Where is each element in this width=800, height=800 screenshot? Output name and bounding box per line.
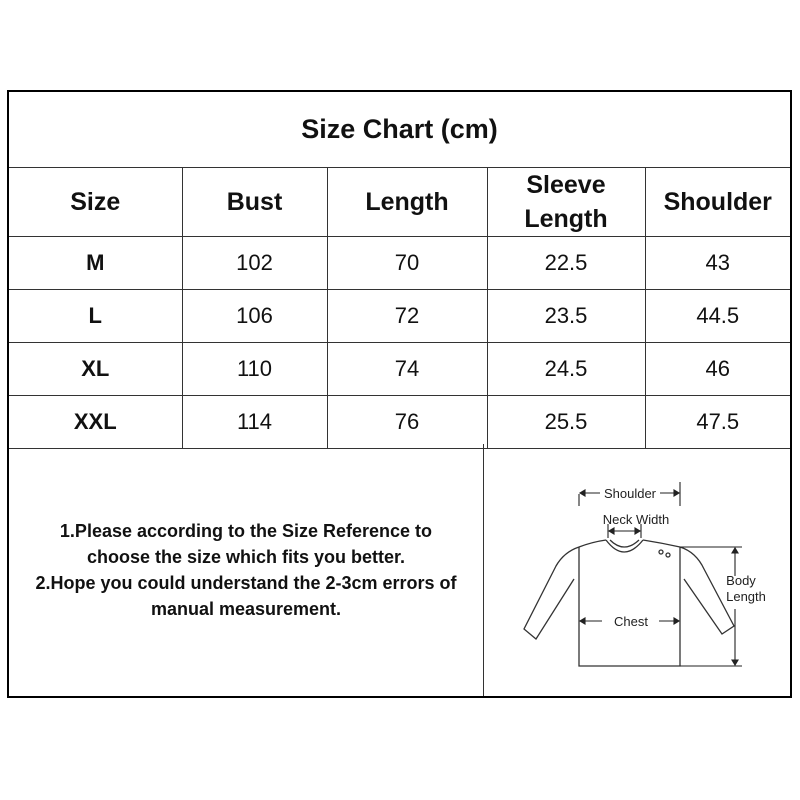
button-icon: [659, 550, 663, 554]
table-row: [9, 343, 790, 396]
cell-shoulder: 44.5: [645, 290, 790, 343]
table-row: [9, 290, 790, 343]
cell-sleeve-length: 24.5: [487, 343, 645, 396]
arrowhead-icon: [674, 618, 679, 624]
cell-shoulder: 46: [645, 343, 790, 396]
arrowhead-icon: [674, 490, 679, 496]
cell-bust: 110: [182, 343, 327, 396]
cell-bust: 106: [182, 290, 327, 343]
header-sleeve-line2: Length: [524, 205, 608, 233]
note-line: manual measurement.: [150, 599, 342, 619]
button-icon: [666, 553, 670, 557]
size-table: [9, 168, 790, 449]
cell-size: XL: [9, 343, 182, 396]
garment-shoulder-left: [579, 540, 606, 547]
header-sleeve-line1: Sleeve: [526, 171, 606, 199]
cell-bust: 114: [182, 396, 327, 449]
header-length: Length: [327, 168, 487, 237]
arrowhead-icon: [609, 528, 614, 534]
note-line: 1.Please according to the Size Reference to: [59, 521, 433, 541]
table-row: [9, 237, 790, 290]
chart-title: Size Chart (cm): [9, 92, 790, 168]
cell-length: 74: [327, 343, 487, 396]
cell-sleeve-length: 23.5: [487, 290, 645, 343]
cell-size: L: [9, 290, 182, 343]
garment-shoulder-right: [643, 540, 680, 547]
note-line: 2.Hope you could understand the 2-3cm errors of: [35, 573, 457, 593]
label-body-length-1: Body: [726, 573, 756, 588]
notes-panel: [9, 444, 484, 696]
garment-neckline: [610, 540, 639, 547]
cell-length: 70: [327, 237, 487, 290]
info-section: [9, 444, 790, 696]
header-sleeve-length: [487, 168, 645, 237]
table-row: [9, 396, 790, 449]
table-header-row: [9, 168, 790, 237]
cell-shoulder: 43: [645, 237, 790, 290]
garment-body: [579, 547, 680, 666]
cell-length: 72: [327, 290, 487, 343]
garment-sleeve-left: [524, 547, 579, 639]
label-neck-width: Neck Width: [602, 512, 670, 527]
cell-length: 76: [327, 396, 487, 449]
size-chart: [7, 90, 792, 698]
measurement-diagram: [484, 444, 790, 696]
sweater-illustration: [484, 444, 790, 696]
cell-size: XXL: [9, 396, 182, 449]
arrowhead-icon: [732, 548, 738, 553]
cell-sleeve-length: 25.5: [487, 396, 645, 449]
arrowhead-icon: [635, 528, 640, 534]
label-chest: Chest: [614, 614, 648, 629]
label-body-length-2: Length: [726, 589, 766, 604]
header-shoulder: Shoulder: [645, 168, 790, 237]
arrowhead-icon: [732, 660, 738, 665]
header-size: Size: [9, 168, 182, 237]
label-shoulder: Shoulder: [603, 486, 657, 501]
cell-shoulder: 47.5: [645, 396, 790, 449]
cell-bust: 102: [182, 237, 327, 290]
note-line: choose the size which fits you better.: [86, 547, 406, 567]
arrowhead-icon: [580, 618, 585, 624]
cell-sleeve-length: 22.5: [487, 237, 645, 290]
cell-size: M: [9, 237, 182, 290]
arrowhead-icon: [580, 490, 585, 496]
header-bust: Bust: [182, 168, 327, 237]
